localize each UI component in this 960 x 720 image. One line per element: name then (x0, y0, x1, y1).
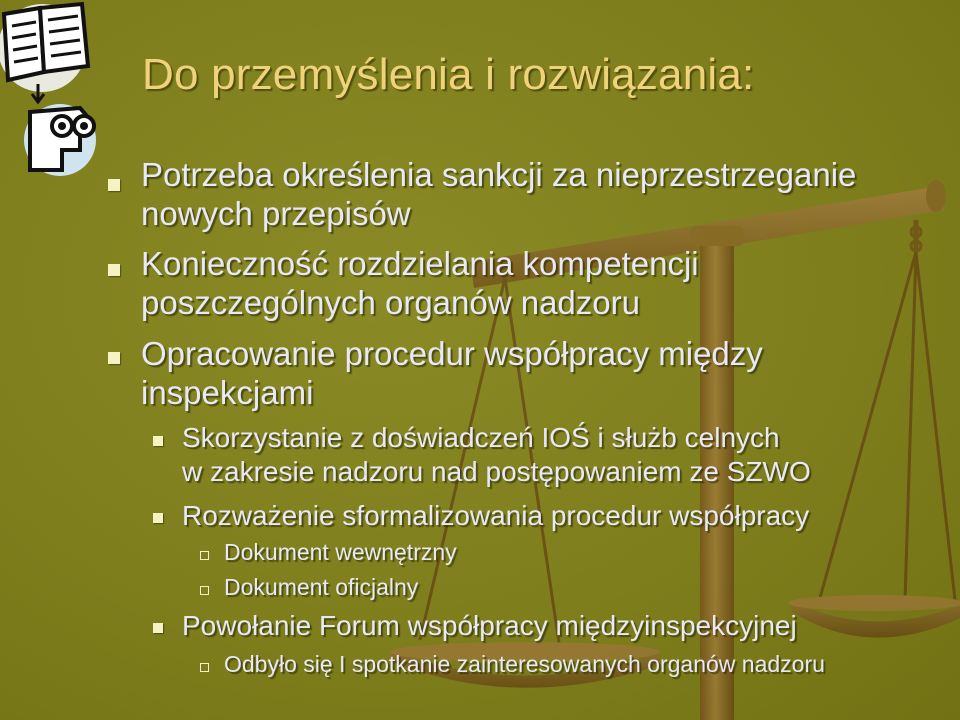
bullet-square-icon (153, 513, 163, 523)
list-item-line: Skorzystanie z doświadczeń IOŚ i służb celnych (182, 422, 780, 453)
list-item-line: Opracowanie procedur współpracy między (141, 335, 763, 372)
list-item-line: Konieczność rozdzielania kompetencji (141, 245, 699, 282)
bullet-square-icon (108, 179, 120, 191)
list-item-line: Odbyło się I spotkanie zainteresowanych organów nadzoru (224, 651, 825, 677)
list-item-line: Rozważenie sformalizowania procedur współpracy (182, 500, 810, 531)
bullet-square-icon (200, 663, 209, 672)
list-item-line: Potrzeba określenia sankcji za nieprzestrzeganie (141, 156, 857, 193)
bullet-square-icon (108, 264, 120, 276)
list-item-line: Powołanie Forum współpracy międzyinspekcyjnej (182, 610, 797, 641)
list-item-line: poszczególnych organów nadzoru (141, 284, 640, 321)
bullet-square-icon (153, 623, 163, 633)
list-item-line: w zakresie nadzoru nad postępowaniem ze SZWO (182, 456, 811, 487)
list-item-line: inspekcjami (141, 374, 314, 411)
bullet-square-icon (200, 551, 209, 560)
list-item-line: nowych przepisów (141, 195, 411, 232)
bullet-square-icon (108, 352, 120, 364)
slide-title: Do przemyślenia i rozwiązania: (142, 50, 755, 99)
bullet-square-icon (153, 436, 163, 446)
bullet-square-icon (200, 586, 209, 595)
list-item-line: Dokument oficjalny (224, 574, 419, 600)
list-item-line: Dokument wewnętrzny (224, 539, 457, 565)
